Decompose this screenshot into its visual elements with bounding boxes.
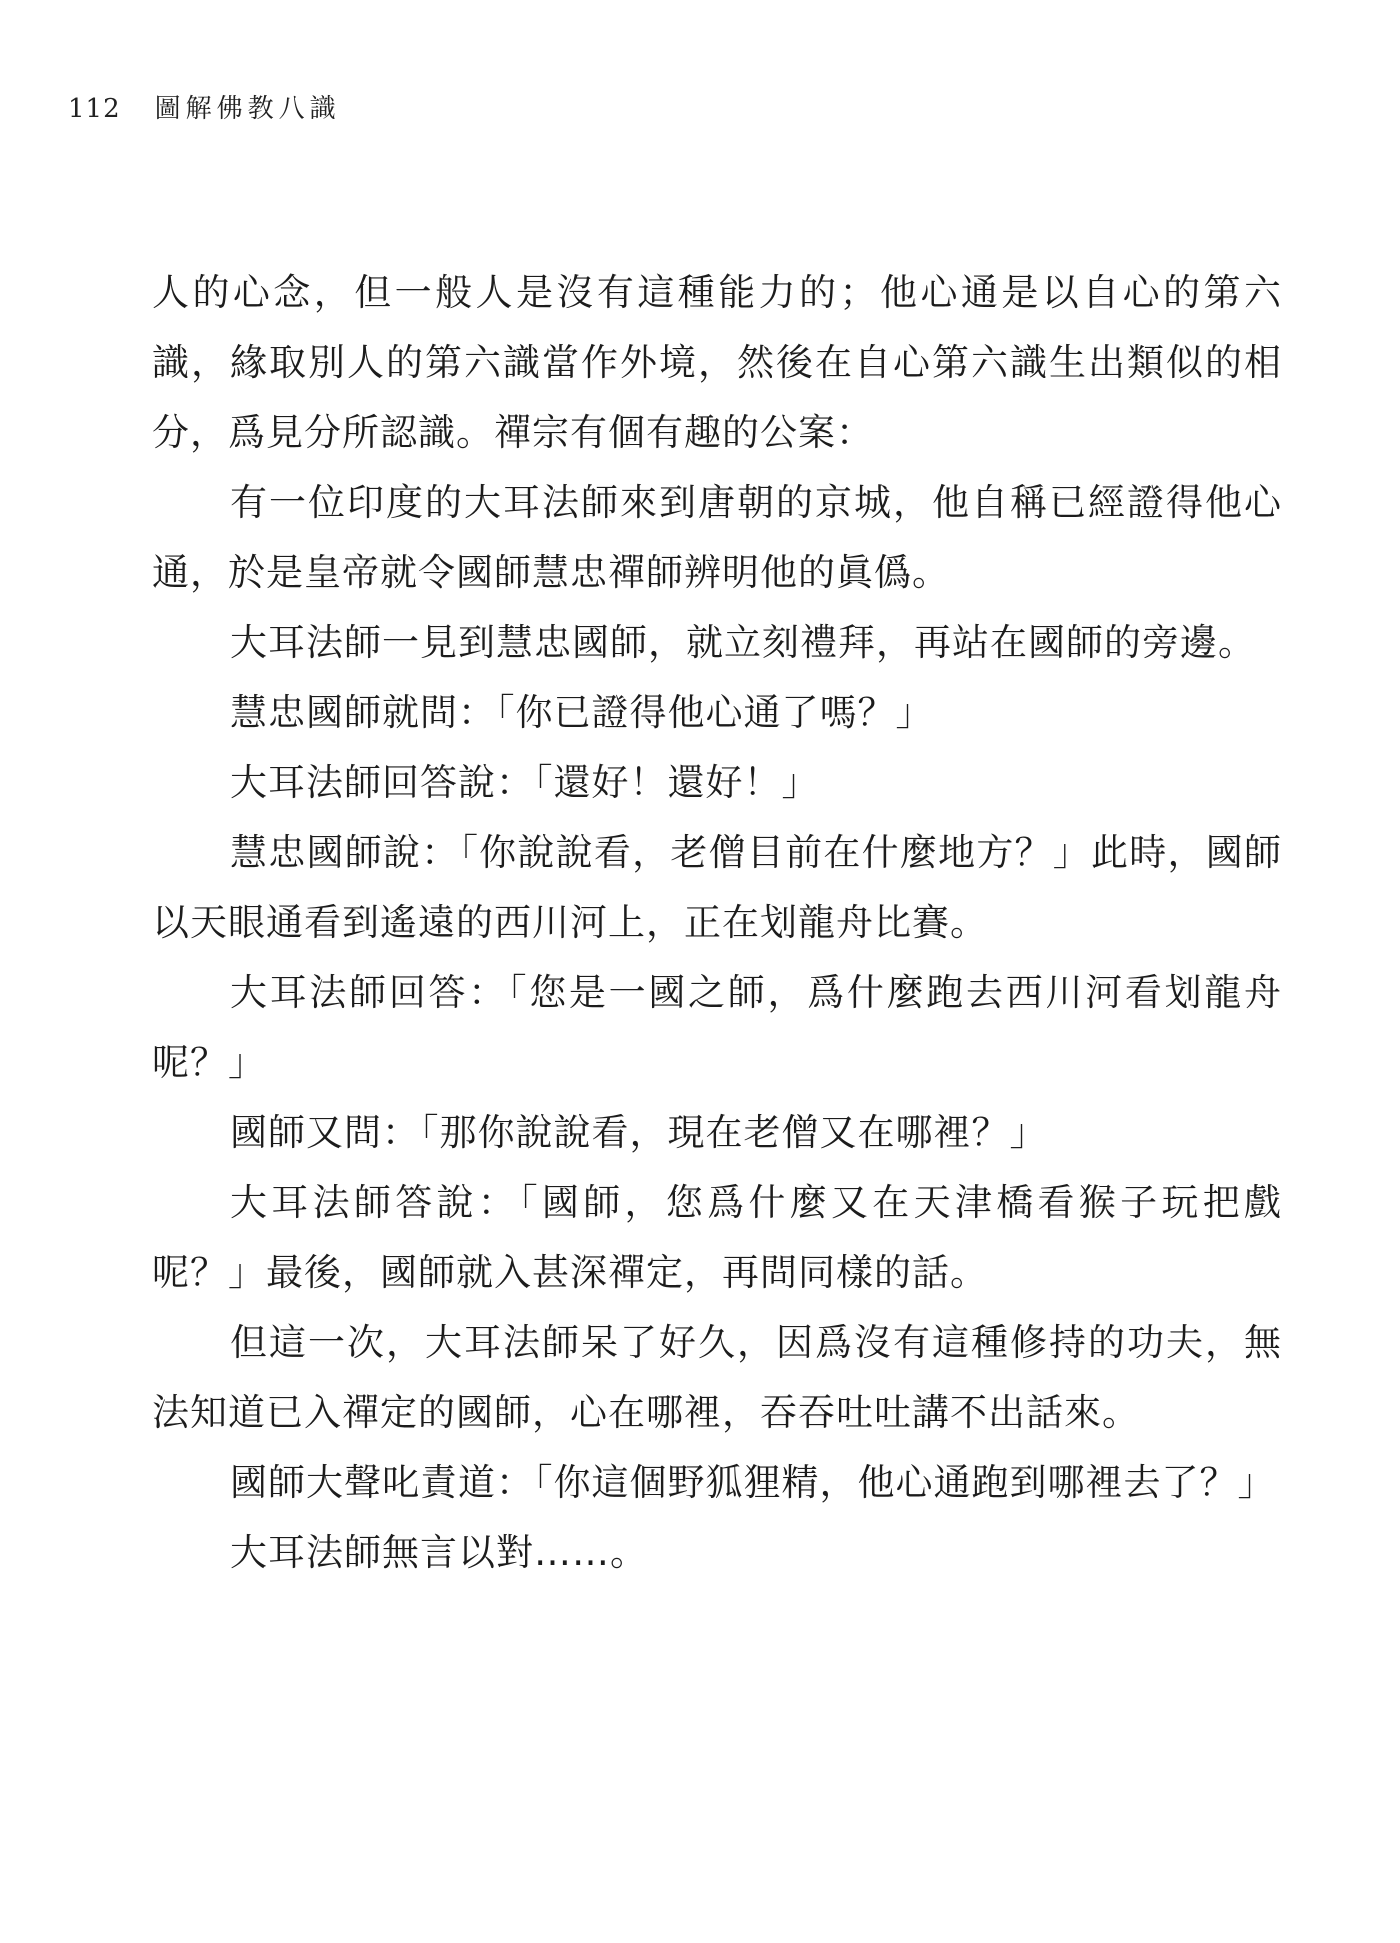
paragraph-12: 大耳法師無言以對……。 bbox=[230, 1531, 648, 1574]
paragraph-11: 國師大聲叱責道：「你這個野狐狸精，他心通跑到哪裡去了？」 bbox=[230, 1461, 1276, 1504]
paragraph-7: 大耳法師回答：「您是一國之師，爲什麼跑去西川河看划龍舟呢？」 bbox=[152, 971, 1282, 1084]
book-title: 圖解佛教八識 bbox=[154, 94, 341, 124]
paragraph-1: 人的心念，但一般人是沒有這種能力的；他心通是以自心的第六識，緣取別人的第六識當作外境，然後在自心第六識生出類似的相分，爲見分所認識。禪宗有個有趣的公案： bbox=[152, 271, 1282, 454]
body-text bbox=[152, 258, 1282, 1588]
paragraph-4: 慧忠國師就問：「你已證得他心通了嗎？」 bbox=[230, 691, 934, 734]
paragraph-6: 慧忠國師說：「你說說看，老僧目前在什麼地方？」此時，國師以天眼通看到遙遠的西川河上，正在划龍舟比賽。 bbox=[152, 831, 1282, 944]
paragraph-10: 但這一次，大耳法師呆了好久，因爲沒有這種修持的功夫，無法知道已入禪定的國師，心在哪裡，吞吞吐吐講不出話來。 bbox=[152, 1321, 1282, 1434]
paragraph-2: 有一位印度的大耳法師來到唐朝的京城，他自稱已經證得他心通，於是皇帝就令國師慧忠禪師辨明他的眞僞。 bbox=[152, 481, 1282, 594]
running-header bbox=[68, 88, 341, 125]
paragraph-3: 大耳法師一見到慧忠國師，就立刻禮拜，再站在國師的旁邊。 bbox=[230, 621, 1256, 664]
page-number: 112 bbox=[68, 94, 121, 124]
paragraph-8: 國師又問：「那你說說看，現在老僧又在哪裡？」 bbox=[230, 1111, 1048, 1154]
paragraph-9: 大耳法師答說：「國師，您爲什麼又在天津橋看猴子玩把戲呢？」最後，國師就入甚深禪定，再問同樣的話。 bbox=[152, 1181, 1282, 1294]
paragraph-5: 大耳法師回答說：「還好！還好！」 bbox=[230, 761, 820, 804]
